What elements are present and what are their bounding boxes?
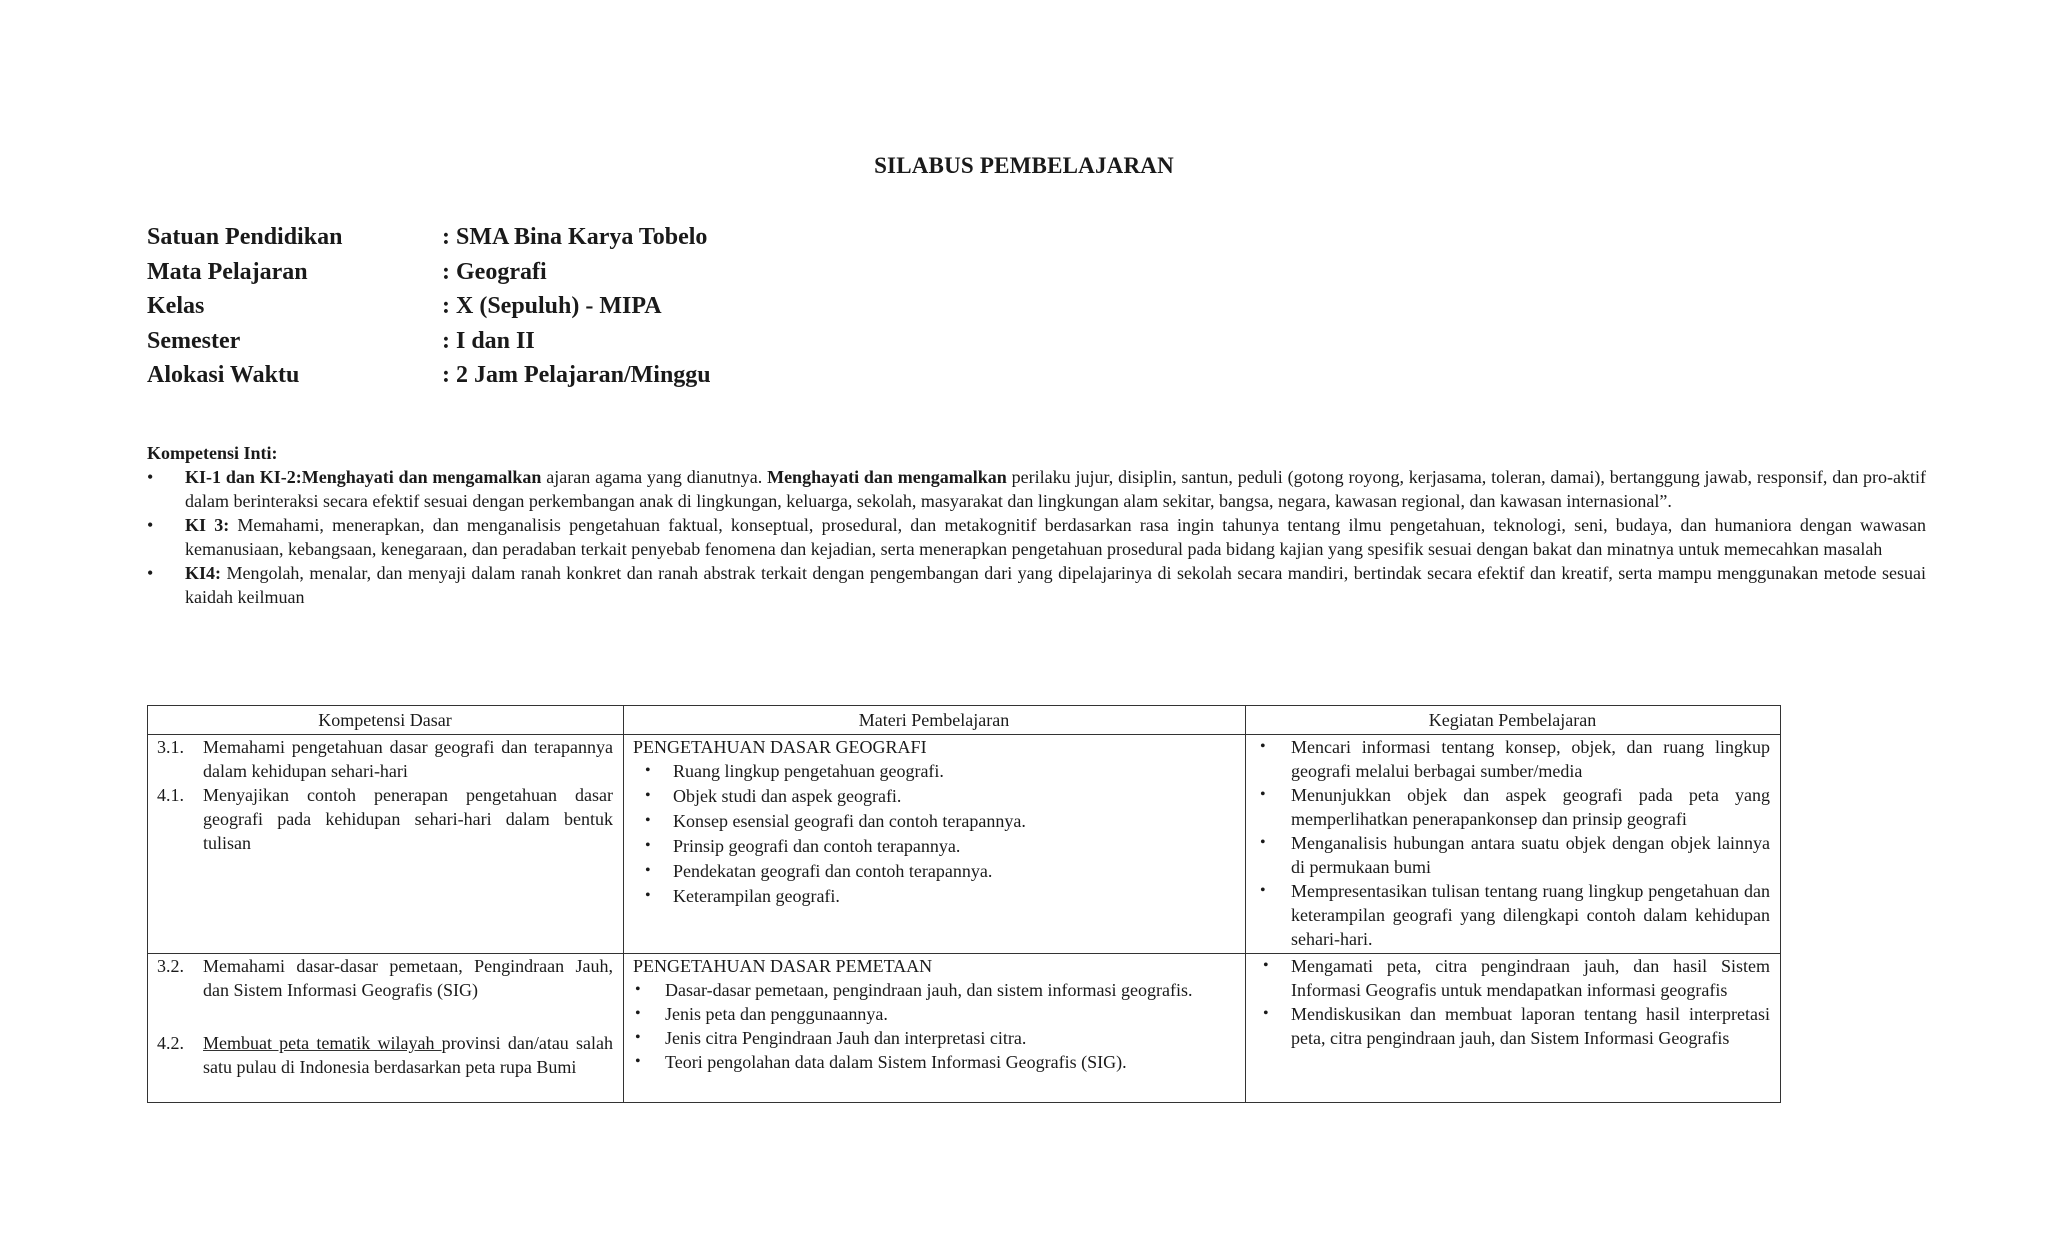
bullet-icon: • [645, 862, 651, 879]
materi-text: Jenis citra Pengindraan Jauh dan interpretasi citra. [665, 1028, 1027, 1048]
list-item [633, 784, 1235, 808]
materi-list [633, 759, 1235, 908]
list-item [633, 759, 1235, 783]
kd-number: 4.1. [157, 785, 184, 805]
syllabus-table [147, 705, 1781, 1103]
bullet-icon: • [635, 1053, 641, 1070]
identity-value: : Geografi [442, 258, 547, 285]
kompetensi-inti-item [147, 561, 1926, 609]
materi-text: Keterampilan geografi. [673, 886, 840, 906]
bullet-icon: • [1263, 957, 1269, 974]
bullet-icon: • [1260, 738, 1266, 755]
list-item [633, 809, 1235, 833]
column-header-kegiatan: Kegiatan Pembelajaran [1246, 706, 1781, 735]
column-header-kompetensi-dasar: Kompetensi Dasar [148, 706, 624, 735]
list-item [1255, 1002, 1770, 1050]
identity-label: Mata Pelajaran [147, 258, 308, 285]
kd-text [203, 1031, 613, 1079]
ki-text: Menghayati dan mengamalkan [301, 467, 542, 487]
kegiatan-list [1255, 954, 1770, 1050]
identity-label: Alokasi Waktu [147, 362, 300, 388]
bullet-icon: • [1263, 1005, 1269, 1022]
bullet-icon: • [645, 812, 651, 829]
list-item [633, 978, 1235, 1002]
kd-text-rest: provinsi dan/atau salah satu pulau di Indonesia berdasarkan peta rupa Bumi [203, 1033, 613, 1077]
kegiatan-cell [1246, 735, 1781, 954]
kd-item [157, 735, 613, 783]
kegiatan-text: Mencari informasi tentang konsep, objek, dan ruang lingkup geografi melalui berbagai sumber/media [1291, 737, 1770, 781]
identity-row-satuan [147, 220, 711, 255]
list-item [633, 1026, 1235, 1050]
materi-text: Dasar-dasar pemetaan, pengindraan jauh, dan sistem informasi geografis. [665, 980, 1193, 1000]
kd-item [157, 1031, 613, 1079]
kd-text: Memahami pengetahuan dasar geografi dan terapannya dalam kehidupan sehari-hari [203, 737, 613, 781]
list-item [1255, 831, 1770, 879]
materi-text: Teori pengolahan data dalam Sistem Informasi Geografis (SIG). [665, 1052, 1127, 1072]
materi-cell [624, 954, 1246, 1103]
kegiatan-text: Menganalisis hubungan antara suatu objek dengan objek lainnya di permukaan bumi [1291, 833, 1770, 877]
kd-text-underlined: Membuat peta tematik wilayah [203, 1033, 442, 1053]
kompetensi-inti-item [147, 513, 1926, 561]
identity-label: Semester [147, 327, 241, 354]
identity-row-alokasi [147, 358, 711, 393]
identity-value: : I dan II [442, 327, 535, 354]
identity-row-semester [147, 324, 711, 359]
materi-cell [624, 735, 1246, 954]
kegiatan-text: Mempresentasikan tulisan tentang ruang lingkup pengetahuan dan keterampilan geografi yang dilengkapi contoh dalam kehidupan sehari-hari. [1291, 881, 1770, 949]
page-title: SILABUS PEMBELAJARAN [874, 153, 1174, 178]
column-header-materi: Materi Pembelajaran [624, 706, 1246, 735]
kompetensi-dasar-cell [148, 954, 624, 1103]
identity-value: : 2 Jam Pelajaran/Minggu [442, 362, 711, 388]
list-item [1255, 954, 1770, 1002]
materi-text: Objek studi dan aspek geografi. [673, 786, 902, 806]
list-item [633, 884, 1235, 908]
ki-text: Mengolah, menalar, dan menyaji dalam ranah konkret dan ranah abstrak terkait dengan pengembangan dari yang dipelajarinya di sekolah secara mandiri, bertindak secara efektif dan kreatif, serta mampu menggunakan metode sesuai kaidah keilmuan [185, 563, 1926, 607]
kompetensi-inti-heading: Kompetensi Inti: [147, 443, 278, 463]
bullet-icon: • [635, 1029, 641, 1046]
table-header-row [148, 706, 1781, 735]
list-item [633, 859, 1235, 883]
identity-label: Kelas [147, 293, 205, 319]
ki-text: ajaran agama yang dianutnya. [541, 467, 768, 487]
ki-label: KI4: [185, 563, 221, 583]
bullet-icon: • [645, 887, 651, 904]
identity-row-mapel [147, 255, 711, 290]
materi-text: Jenis peta dan penggunaannya. [665, 1004, 888, 1024]
table-row [148, 735, 1781, 954]
bullet-icon: • [147, 515, 154, 535]
materi-text: Konsep esensial geografi dan contoh terapannya. [673, 811, 1026, 831]
materi-heading: PENGETAHUAN DASAR GEOGRAFI [633, 737, 927, 757]
ki-text: perilaku jujur, disiplin, santun, peduli (gotong royong, kerjasama, toleran, damai), bertanggung jawab, responsif, dan pro-aktif dalam berinteraksi secara efektif sesuai dengan perkembangan anak di lingkungan, keluarga, sekolah, masyarakat dan lingkungan alam sekitar, bangsa, negara, kawasan regional, dan kawasan internasional”. [185, 467, 1927, 511]
kegiatan-cell [1246, 954, 1781, 1103]
kd-number: 3.2. [157, 956, 184, 976]
list-item [1255, 783, 1770, 831]
list-item [633, 1002, 1235, 1026]
identity-row-kelas [147, 289, 711, 324]
list-item [633, 834, 1235, 858]
ki-text: Memahami, menerapkan, dan menganalisis pengetahuan faktual, konseptual, prosedural, dan metakognitif berdasarkan rasa ingin tahunya tentang ilmu pengetahuan, teknologi, seni, budaya, dan humaniora dengan wawasan kemanusiaan, kebangsaan, kenegaraan, dan peradaban terkait penyebab fenomena dan kejadian, serta menerapkan pengetahuan prosedural pada bidang kajian yang spesifik sesuai dengan bakat dan minatnya untuk memecahkan masalah [185, 515, 1926, 559]
bullet-icon: • [635, 981, 641, 998]
kompetensi-inti-item [147, 465, 1926, 513]
bullet-icon: • [1260, 882, 1266, 899]
bullet-icon: • [645, 787, 651, 804]
kegiatan-list [1255, 735, 1770, 951]
identity-value: : SMA Bina Karya Tobelo [442, 224, 708, 250]
kd-text: Memahami dasar-dasar pemetaan, Pengindraan Jauh, dan Sistem Informasi Geografis (SIG) [203, 956, 613, 1000]
list-item [1255, 879, 1770, 951]
materi-text: Prinsip geografi dan contoh terapannya. [673, 836, 961, 856]
kegiatan-text: Mendiskusikan dan membuat laporan tentang hasil interpretasi peta, citra pengindraan jauh, dan Sistem Informasi Geografis [1291, 1004, 1770, 1048]
kd-number: 3.1. [157, 737, 184, 757]
kegiatan-text: Mengamati peta, citra pengindraan jauh, dan hasil Sistem Informasi Geografis untuk mendapatkan informasi geografis [1291, 956, 1770, 1000]
kegiatan-text: Menunjukkan objek dan aspek geografi pada peta yang memperlihatkan penerapankonsep dan prinsip geografi [1291, 785, 1770, 829]
table-row [148, 954, 1781, 1103]
bullet-icon: • [635, 1005, 641, 1022]
materi-list [633, 978, 1235, 1074]
bullet-icon: • [1260, 786, 1266, 803]
materi-text: Pendekatan geografi dan contoh terapannya. [673, 861, 993, 881]
ki-label: KI 3: [185, 515, 230, 535]
identity-block [147, 220, 711, 393]
ki-text: Menghayati dan mengamalkan [767, 467, 1007, 487]
bullet-icon: • [147, 563, 154, 583]
bullet-icon: • [645, 837, 651, 854]
kd-item [157, 783, 613, 855]
bullet-icon: • [645, 762, 651, 779]
identity-value: : X (Sepuluh) - MIPA [442, 293, 662, 319]
identity-label: Satuan Pendidikan [147, 224, 343, 250]
kompetensi-inti-list [147, 465, 1926, 609]
kompetensi-dasar-cell [148, 735, 624, 954]
kompetensi-inti-section [147, 441, 1926, 609]
bullet-icon: • [1260, 834, 1266, 851]
bullet-icon: • [147, 467, 154, 487]
materi-text: Ruang lingkup pengetahuan geografi. [673, 761, 944, 781]
kd-text: Menyajikan contoh penerapan pengetahuan dasar geografi pada kehidupan sehari-hari dalam bentuk tulisan [203, 785, 613, 853]
list-item [633, 1050, 1235, 1074]
list-item [1255, 735, 1770, 783]
ki-label: KI-1 dan KI-2: [185, 467, 302, 487]
kd-spacer [157, 1002, 613, 1031]
kd-number: 4.2. [157, 1033, 184, 1053]
kd-item [157, 954, 613, 1002]
materi-heading: PENGETAHUAN DASAR PEMETAAN [633, 956, 933, 976]
